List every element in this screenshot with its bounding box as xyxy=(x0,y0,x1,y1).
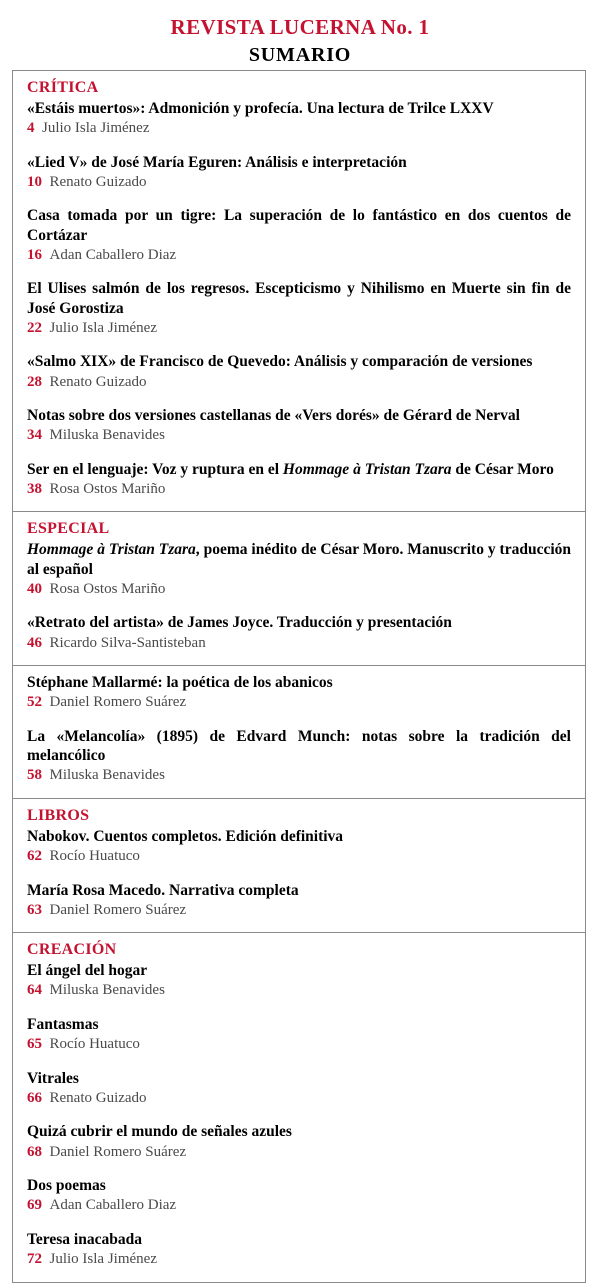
section-heading: CRÍTICA xyxy=(27,79,99,96)
entry-byline xyxy=(27,766,571,786)
entry-byline xyxy=(27,373,571,393)
entry-page-number: 34 xyxy=(27,427,42,444)
entry-author: Adan Caballero Diaz xyxy=(49,1197,177,1214)
entry-author: Renato Guizado xyxy=(49,173,147,190)
entry-page-number: 28 xyxy=(27,373,42,390)
entry-author: Julio Isla Jiménez xyxy=(42,120,150,137)
toc-entry[interactable] xyxy=(27,673,571,713)
entry-byline xyxy=(27,634,571,654)
entry-author: Miluska Benavides xyxy=(49,767,165,784)
entry-title: Nabokov. Cuentos completos. Edición definitiva xyxy=(27,827,344,845)
entry-byline xyxy=(27,173,571,193)
toc-entry[interactable] xyxy=(27,1015,571,1055)
entry-byline xyxy=(27,1143,571,1163)
entry-page-number: 16 xyxy=(27,246,42,263)
section-heading: ESPECIAL xyxy=(27,520,110,538)
entry-title: El ángel del hogar xyxy=(27,962,148,980)
entry-byline xyxy=(27,693,571,713)
entry-byline xyxy=(27,901,571,921)
entry-author: Julio Isla Jiménez xyxy=(49,319,157,336)
entry-author: Daniel Romero Suárez xyxy=(49,694,187,711)
entry-page-number: 64 xyxy=(27,982,42,999)
toc-entry[interactable] xyxy=(27,1230,571,1270)
entry-byline xyxy=(27,1196,571,1216)
entry-byline xyxy=(27,981,571,1001)
toc-entry[interactable] xyxy=(27,1176,571,1216)
entry-author: Adan Caballero Diaz xyxy=(49,246,177,263)
entry-page-number: 38 xyxy=(27,480,42,497)
entry-title: «Lied V» de José María Eguren: Análisis e interpretación xyxy=(27,153,407,171)
entry-byline xyxy=(27,1035,571,1055)
entry-title: «Retrato del artista» de James Joyce. Traducción y presentación xyxy=(27,614,452,632)
entry-title: Stéphane Mallarmé: la poética de los abanicos xyxy=(27,674,333,692)
toc-section xyxy=(13,798,585,932)
toc-entry[interactable] xyxy=(27,460,571,500)
toc-section xyxy=(13,511,585,665)
entry-page-number: 52 xyxy=(27,694,42,711)
table-of-contents-box xyxy=(12,70,586,1283)
entry-page-number: 66 xyxy=(27,1089,42,1106)
entry-author: Daniel Romero Suárez xyxy=(49,901,187,918)
entry-title: Notas sobre dos versiones castellanas de «Vers dorés» de Gérard de Nerval xyxy=(27,407,520,425)
entry-page-number: 68 xyxy=(27,1143,42,1160)
entry-page-number: 46 xyxy=(27,634,42,651)
entry-title: La «Melancolía» (1895) de Edvard Munch: notas sobre la tradición del melancólico xyxy=(27,727,571,765)
toc-section xyxy=(13,932,585,1281)
toc-entry[interactable] xyxy=(27,613,571,653)
entry-title: Casa tomada por un tigre: La superación de lo fantástico en dos cuentos de Cortázar xyxy=(27,207,571,244)
toc-entry[interactable] xyxy=(27,352,571,392)
entry-page-number: 4 xyxy=(27,120,35,137)
toc-entry[interactable] xyxy=(27,153,571,193)
magazine-title: REVISTA LUCERNA No. 1 xyxy=(170,15,430,39)
entry-byline xyxy=(27,480,571,500)
entry-byline xyxy=(27,847,571,867)
toc-section xyxy=(13,665,585,798)
toc-entry[interactable] xyxy=(27,206,571,265)
entry-page-number: 40 xyxy=(27,580,42,597)
entry-title: Fantasmas xyxy=(27,1015,99,1033)
entry-title: Teresa inacabada xyxy=(27,1230,142,1248)
entry-byline xyxy=(27,1250,571,1270)
toc-entry[interactable] xyxy=(27,279,571,338)
entry-author: Miluska Benavides xyxy=(49,982,165,999)
entry-byline xyxy=(27,319,571,339)
entry-title: «Salmo XIX» de Francisco de Quevedo: Análisis y comparación de versiones xyxy=(27,353,533,371)
entry-title: Hommage à Tristan Tzara, poema inédito de César Moro. Manuscrito y traducción al español xyxy=(27,541,571,578)
section-heading: CREACIÓN xyxy=(27,941,117,959)
section-heading: LIBROS xyxy=(27,806,90,824)
entry-author: Rosa Ostos Mariño xyxy=(49,580,166,597)
entry-author: Rocío Huatuco xyxy=(49,848,140,864)
entry-page-number: 65 xyxy=(27,1036,42,1053)
entry-page-number: 58 xyxy=(27,767,42,784)
page-title: SUMARIO xyxy=(248,44,352,67)
toc-entry[interactable] xyxy=(27,881,571,921)
entry-author: Miluska Benavides xyxy=(49,427,165,444)
entry-title: María Rosa Macedo. Narrativa completa xyxy=(27,881,299,899)
entry-byline xyxy=(27,119,571,139)
toc-entry[interactable] xyxy=(27,406,571,446)
toc-section xyxy=(13,71,585,511)
entry-byline xyxy=(27,246,571,266)
entry-author: Daniel Romero Suárez xyxy=(49,1143,187,1160)
toc-entry[interactable] xyxy=(27,540,571,599)
entry-author: Julio Isla Jiménez xyxy=(49,1251,157,1268)
toc-entry[interactable] xyxy=(27,1069,571,1109)
entry-title: Vitrales xyxy=(27,1069,79,1087)
entry-title: «Estáis muertos»: Admonición y profecía. Una lectura de Trilce LXXV xyxy=(27,100,494,117)
entry-author: Rosa Ostos Mariño xyxy=(49,480,166,497)
entry-author: Renato Guizado xyxy=(49,373,147,390)
entry-byline xyxy=(27,426,571,446)
entry-page-number: 69 xyxy=(27,1197,42,1214)
entry-byline xyxy=(27,580,571,600)
entry-page-number: 63 xyxy=(27,901,42,918)
entry-page-number: 72 xyxy=(27,1251,42,1268)
entry-byline xyxy=(27,1089,571,1109)
entry-author: Rocío Huatuco xyxy=(49,1036,140,1053)
entry-author: Ricardo Silva-Santisteban xyxy=(49,634,206,651)
masthead xyxy=(0,0,600,68)
toc-entry[interactable] xyxy=(27,99,571,139)
toc-entry[interactable] xyxy=(27,961,571,1001)
toc-entry[interactable] xyxy=(27,727,571,786)
entry-title: Ser en el lenguaje: Voz y ruptura en el Hommage à Tristan Tzara de César Moro xyxy=(27,460,554,478)
entry-title: Quizá cubrir el mundo de señales azules xyxy=(27,1123,292,1141)
entry-page-number: 10 xyxy=(27,173,42,190)
entry-title: El Ulises salmón de los regresos. Escepticismo y Nihilismo en Muerte sin fin de José Gorostiza xyxy=(27,280,571,317)
toc-entry[interactable] xyxy=(27,827,571,867)
entry-page-number: 22 xyxy=(27,319,42,336)
entry-author: Renato Guizado xyxy=(49,1089,147,1106)
entry-title: Dos poemas xyxy=(27,1177,106,1195)
toc-entry[interactable] xyxy=(27,1122,571,1162)
entry-page-number: 62 xyxy=(27,848,42,864)
